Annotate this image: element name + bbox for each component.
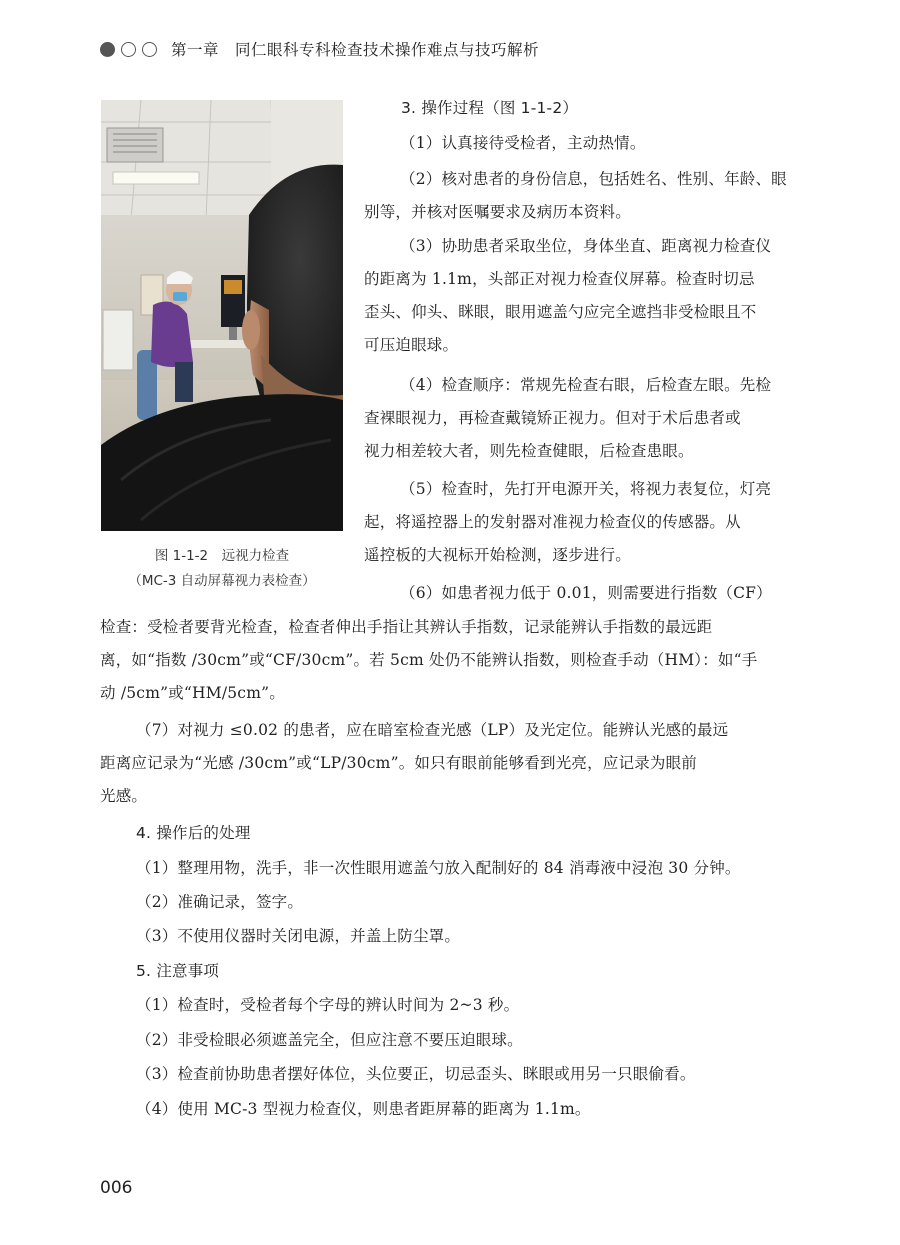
section-heading-5: 5. 注意事项 xyxy=(136,962,220,980)
caption-line: 图 1-1-2 远视力检查 xyxy=(154,548,290,564)
text-line: 歪头、仰头、眯眼，眼用遮盖勺应完全遮挡非受检眼且不 xyxy=(364,303,757,321)
empty-circle-icon xyxy=(121,42,136,57)
section-heading-3: 3. 操作过程（图 1-1-2） xyxy=(401,99,579,117)
paragraph xyxy=(100,714,800,813)
list-item: （1）整理用物，洗手，非一次性眼用遮盖勺放入配制好的 84 消毒液中浸泡 30 分钟。 xyxy=(136,859,741,877)
text-line: 光感。 xyxy=(100,787,148,805)
section-heading-4: 4. 操作后的处理 xyxy=(136,824,251,842)
text-line: 起，将遥控器上的发射器对准视力检查仪的传感器。从 xyxy=(364,513,741,531)
text-line xyxy=(364,577,800,610)
chapter-title: 第一章 同仁眼科专科检查技术操作难点与技巧解析 xyxy=(171,41,540,59)
text-line: 视力相差较大者，则先检查健眼，后检查患眼。 xyxy=(364,442,694,460)
text-line: 查裸眼视力，再检查戴镜矫正视力。但对于术后患者或 xyxy=(364,409,741,427)
empty-circle-icon xyxy=(142,42,157,57)
exam-photo xyxy=(101,100,343,531)
figure-caption xyxy=(101,544,343,594)
text-line: （3）协助患者采取坐位，身体坐直、距离视力检查仪 xyxy=(400,237,772,255)
text-line: 检查：受检者要背光检查，检查者伸出手指让其辨认手指数，记录能辨认手指数的最远距 xyxy=(100,618,713,636)
list-item: （2）非受检眼必须遮盖完全，但应注意不要压迫眼球。 xyxy=(136,1031,523,1049)
text-line: 别等，并核对医嘱要求及病历本资料。 xyxy=(364,203,631,221)
list-item: （2）准确记录，签字。 xyxy=(136,893,304,911)
text-line: 的距离为 1.1m，头部正对视力检查仪屏幕。检查时切忌 xyxy=(364,270,755,288)
running-header xyxy=(100,36,539,62)
text-line: 距离应记录为“光感 /30cm”或“LP/30cm”。如只有眼前能够看到光亮，应记录为眼前 xyxy=(100,754,697,772)
text-line: 动 /5cm”或“HM/5cm”。 xyxy=(100,684,285,702)
paragraph xyxy=(364,230,800,362)
text-line: （6）如患者视力低于 0.01，则需要进行指数（CF） xyxy=(400,584,772,602)
text-line: 可压迫眼球。 xyxy=(364,336,459,354)
text-line: 离，如“指数 /30cm”或“CF/30cm”。若 5cm 处仍不能辨认指数，则检查手动（HM）：如“手 xyxy=(100,651,758,669)
page-number: 006 xyxy=(100,1178,133,1198)
text-line: （5）检查时，先打开电源开关，将视力表复位，灯亮 xyxy=(400,480,772,498)
text-line: （7）对视力 ≤0.02 的患者，应在暗室检查光感（LP）及光定位。能辨认光感的最远 xyxy=(136,721,729,739)
caption-line: （MC-3 自动屏幕视力表检查） xyxy=(128,573,316,589)
paragraph xyxy=(364,163,800,229)
list-item: （1）检查时，受检者每个字母的辨认时间为 2~3 秒。 xyxy=(136,996,520,1014)
paragraph xyxy=(364,473,800,572)
filled-circle-icon xyxy=(100,42,115,57)
text-line: （2）核对患者的身份信息，包括姓名、性别、年龄、眼 xyxy=(400,170,787,188)
list-item: （3）检查前协助患者摆好体位，头位要正，切忌歪头、眯眼或用另一只眼偷看。 xyxy=(136,1065,696,1083)
paragraph xyxy=(100,611,800,710)
text-line: （4）检查顺序：常规先检查右眼，后检查左眼。先检 xyxy=(400,376,772,394)
list-item: （4）使用 MC-3 型视力检查仪，则患者距屏幕的距离为 1.1m。 xyxy=(136,1100,591,1118)
paragraph xyxy=(364,369,800,468)
text-line: 遥控板的大视标开始检测，逐步进行。 xyxy=(364,546,631,564)
paragraph: （1）认真接待受检者，主动热情。 xyxy=(400,134,646,152)
list-item: （3）不使用仪器时关闭电源，并盖上防尘罩。 xyxy=(136,927,461,945)
